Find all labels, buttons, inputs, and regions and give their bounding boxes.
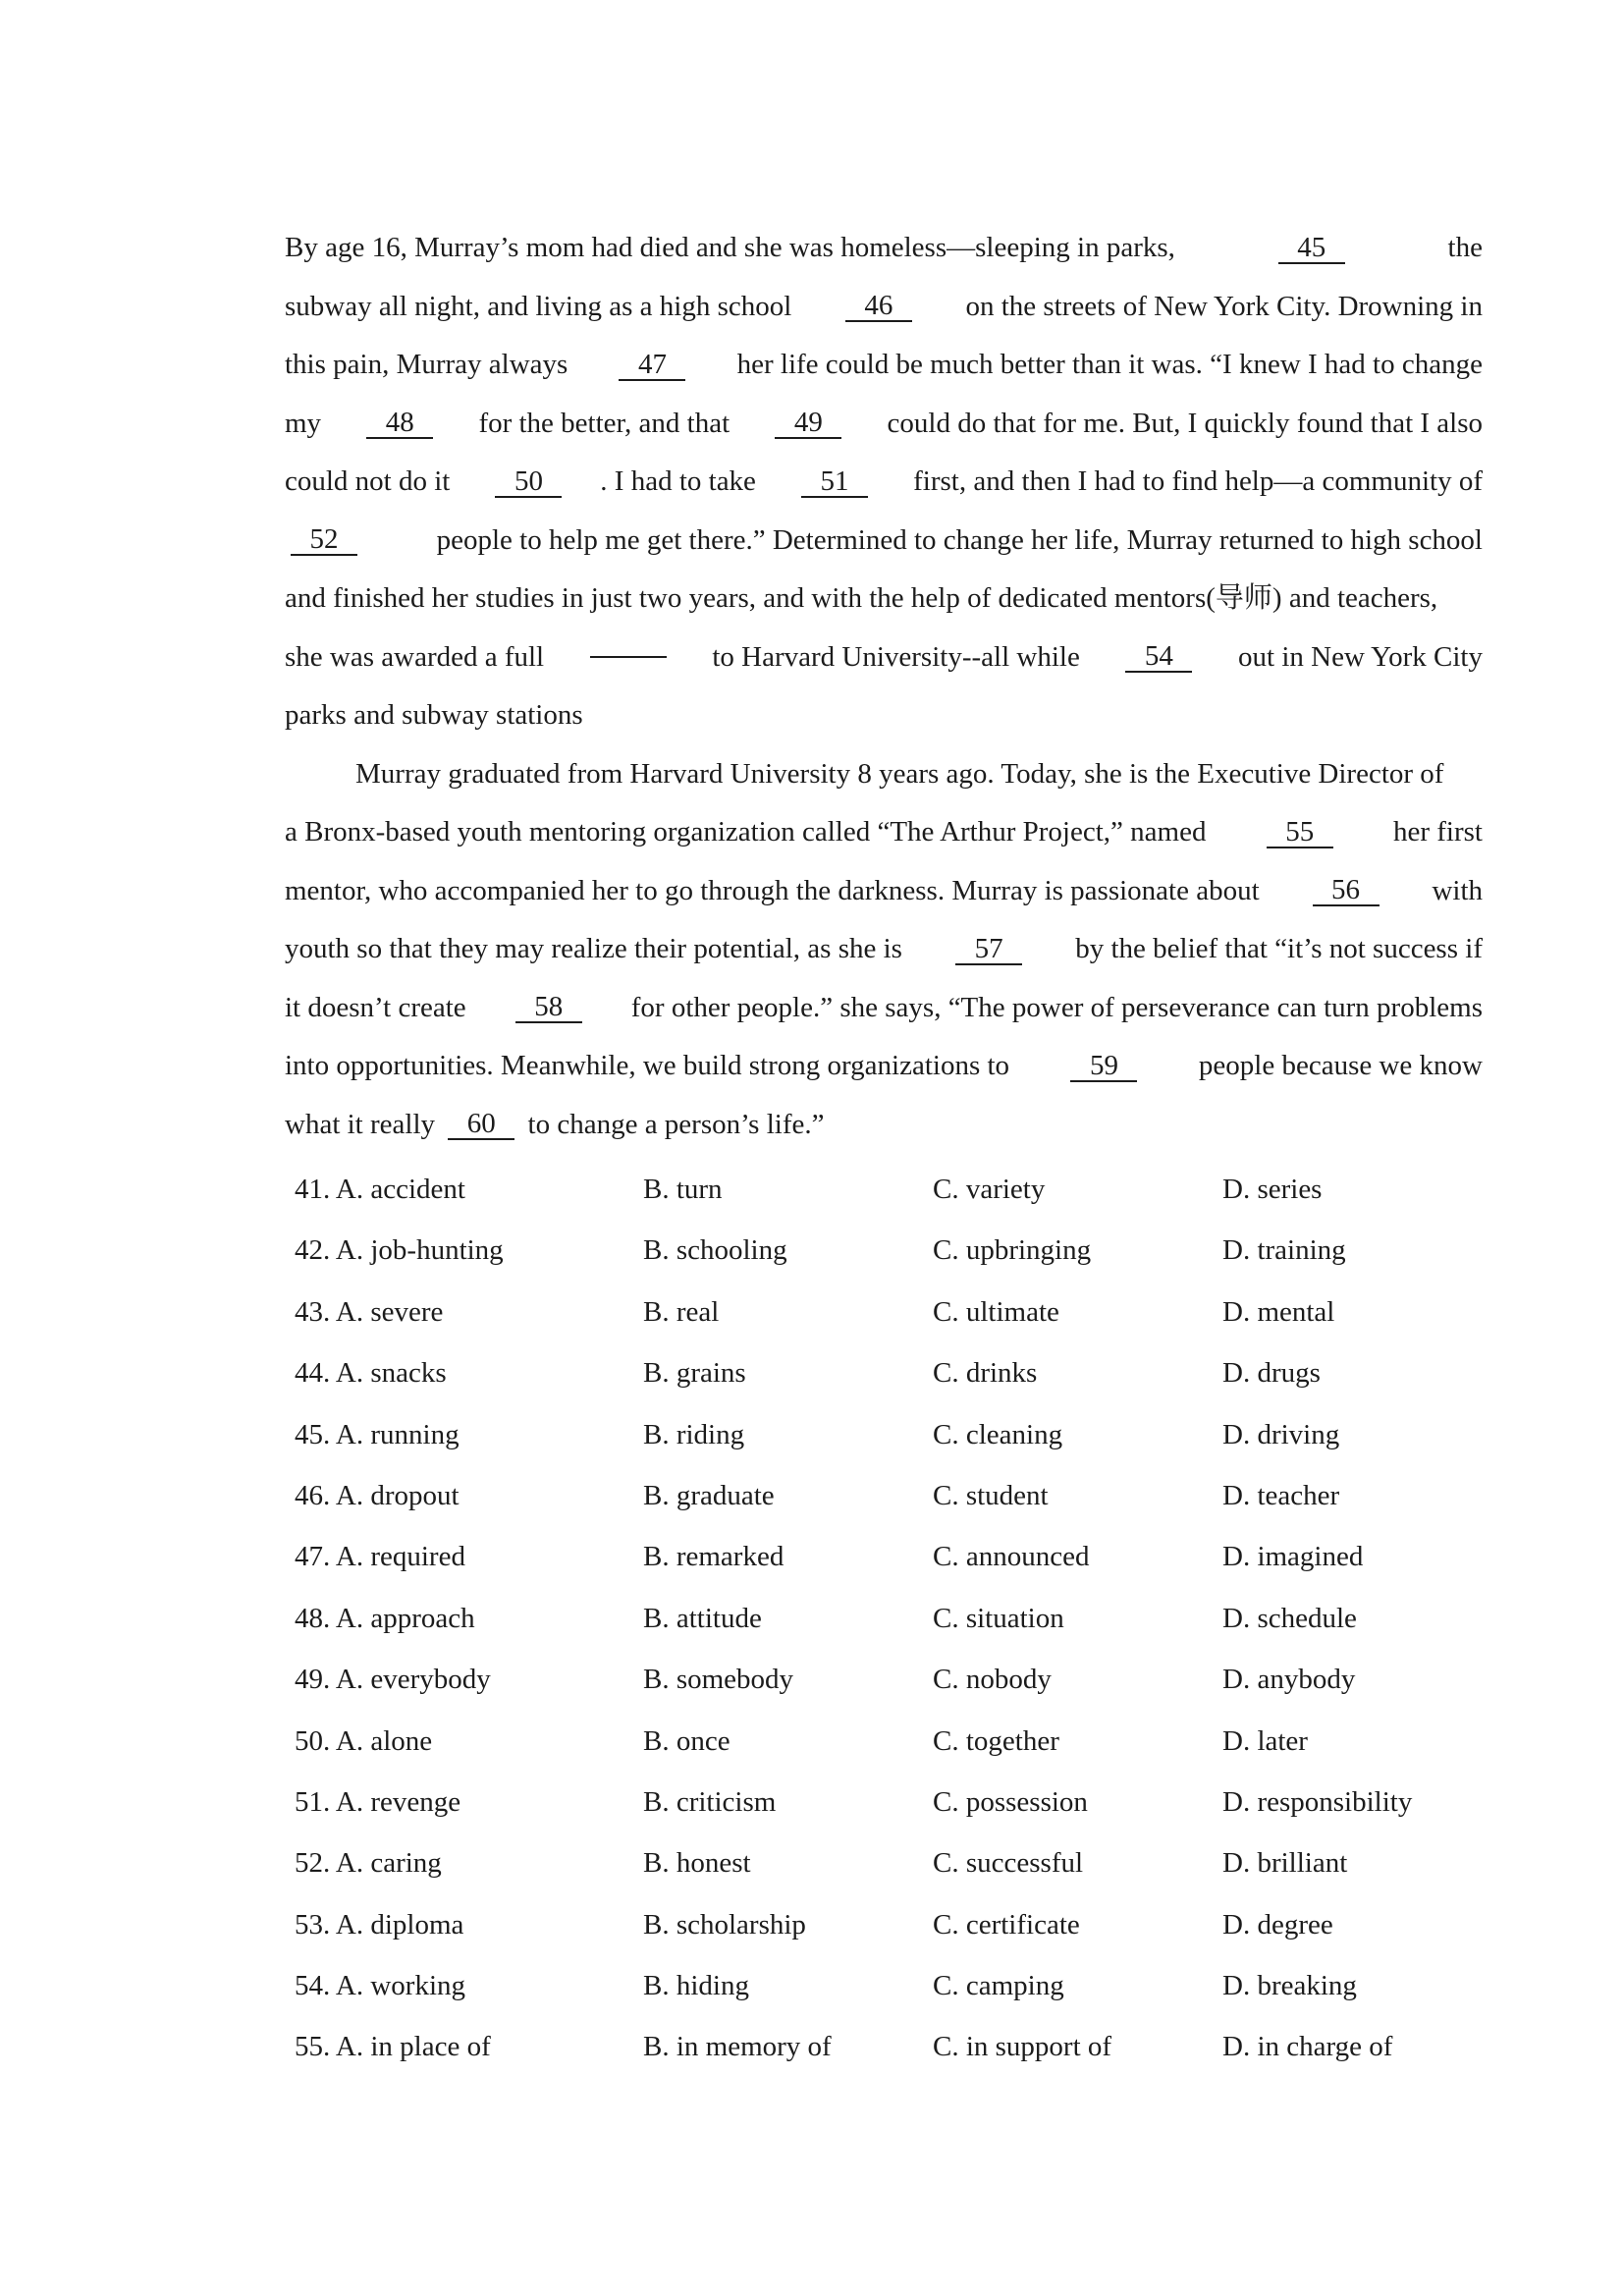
passage-line — [285, 629, 1483, 687]
option-d: D. brilliant — [1222, 1847, 1348, 1880]
option-a — [295, 1404, 643, 1465]
passage-text: to Harvard University--all while — [705, 640, 1088, 673]
passage — [285, 219, 1483, 1154]
option-b: B. grains — [643, 1357, 746, 1390]
option-d: D. anybody — [1222, 1664, 1356, 1696]
question-number: 54. — [295, 1970, 331, 2002]
option-a-text: A. required — [335, 1541, 465, 1573]
option-b: B. once — [643, 1724, 730, 1757]
passage-text: youth so that they may realize their potential, as she is — [285, 933, 910, 964]
option-d: D. responsibility — [1222, 1785, 1413, 1818]
option-row — [295, 1526, 1473, 1587]
option-a-text: A. snacks — [335, 1357, 447, 1390]
question-number: 47. — [295, 1541, 331, 1573]
passage-text: and finished her studies in just two years, and with the help of dedicated mentors(导师) and teachers, — [285, 582, 1438, 614]
passage-text: she was awarded a full — [285, 640, 552, 673]
option-c: C. in support of — [933, 2031, 1112, 2063]
option-d: D. schedule — [1222, 1602, 1357, 1634]
answer-blank: 47 — [619, 350, 685, 381]
option-row — [295, 1711, 1473, 1772]
passage-text: Murray graduated from Harvard University 8 years ago. Today, she is the Executive Director of — [355, 757, 1444, 790]
option-row — [295, 1772, 1473, 1832]
answer-blank: 54 — [1125, 641, 1192, 673]
question-number: 51. — [295, 1785, 331, 1818]
passage-text: out in New York City — [1230, 640, 1483, 673]
option-row — [295, 1832, 1473, 1893]
question-number: 55. — [295, 2031, 331, 2063]
passage-text: By age 16, Murray’s mom had died and she was homeless—sleeping in parks, — [285, 232, 1183, 263]
question-number: 45. — [295, 1418, 331, 1450]
paragraph — [285, 745, 1483, 1155]
option-a — [295, 1832, 643, 1893]
passage-line — [285, 570, 1483, 629]
passage-text: her life could be much better than it was. “I knew I had to change — [730, 349, 1483, 380]
answer-blank: 45 — [1278, 233, 1345, 264]
question-number: 52. — [295, 1847, 331, 1880]
passage-text: to change a person’s life.” — [520, 1108, 825, 1140]
option-a-text: A. dropout — [335, 1479, 460, 1511]
passage-text: her first — [1385, 816, 1483, 847]
option-row — [295, 1894, 1473, 1955]
passage-text: mentor, who accompanied her to go through the darkness. Murray is passionate about — [285, 874, 1267, 906]
option-c: C. certificate — [933, 1908, 1080, 1941]
option-d: D. teacher — [1222, 1479, 1340, 1511]
question-number: 48. — [295, 1602, 331, 1634]
answer-blank: 58 — [515, 992, 582, 1023]
option-d: D. breaking — [1222, 1970, 1357, 2002]
option-a-text: A. working — [335, 1970, 466, 2002]
option-b: B. remarked — [643, 1541, 784, 1573]
option-a — [295, 1465, 643, 1526]
passage-text: parks and subway stations — [285, 699, 583, 731]
passage-text: people to help me get there.” Determined to change her life, Murray returned to high school — [429, 523, 1483, 556]
question-number: 50. — [295, 1724, 331, 1757]
option-b: B. turn — [643, 1174, 723, 1205]
option-c: C. student — [933, 1479, 1049, 1511]
option-a — [295, 1955, 643, 2016]
option-c: C. nobody — [933, 1664, 1052, 1696]
option-row — [295, 1282, 1473, 1342]
option-c: C. cleaning — [933, 1418, 1063, 1450]
option-a-text: A. running — [335, 1418, 460, 1450]
option-row — [295, 1159, 1473, 1220]
passage-line — [285, 453, 1483, 512]
question-number: 46. — [295, 1479, 331, 1511]
passage-text: by the belief that “it’s not success if — [1067, 933, 1483, 964]
question-number: 41. — [295, 1174, 331, 1205]
option-row — [295, 1588, 1473, 1649]
option-a-text: A. caring — [335, 1847, 442, 1880]
passage-text: could not do it — [285, 465, 458, 497]
option-c: C. camping — [933, 1970, 1064, 2002]
passage-text: people because we know — [1191, 1050, 1483, 1081]
option-d: D. series — [1222, 1174, 1323, 1205]
question-number: 43. — [295, 1295, 331, 1328]
option-d: D. drugs — [1222, 1357, 1321, 1390]
option-d: D. training — [1222, 1234, 1346, 1267]
option-row — [295, 1404, 1473, 1465]
option-b: B. somebody — [643, 1664, 794, 1696]
option-a — [295, 1220, 643, 1281]
passage-line — [285, 862, 1483, 921]
passage-text: first, and then I had to find help—a community of — [905, 465, 1483, 497]
option-row — [295, 2016, 1473, 2077]
paragraph — [285, 219, 1483, 745]
option-d: D. degree — [1222, 1908, 1333, 1941]
option-a-text: A. job-hunting — [335, 1234, 504, 1267]
option-a-text: A. alone — [335, 1724, 433, 1757]
passage-line — [285, 803, 1483, 862]
passage-line — [285, 1037, 1483, 1096]
answer-blank: 52 — [291, 524, 357, 556]
answer-blank: 50 — [495, 466, 562, 498]
passage-line — [285, 745, 1483, 804]
option-b: B. criticism — [643, 1785, 777, 1818]
option-a — [295, 1588, 643, 1649]
option-a-text: A. accident — [335, 1174, 465, 1205]
option-c: C. drinks — [933, 1357, 1038, 1390]
option-b: B. graduate — [643, 1479, 775, 1511]
question-number: 44. — [295, 1357, 331, 1390]
question-number: 42. — [295, 1234, 331, 1267]
passage-line — [285, 395, 1483, 454]
passage-text: for other people.” she says, “The power of perseverance can turn problems — [623, 991, 1483, 1023]
question-number: 53. — [295, 1908, 331, 1941]
passage-text: the — [1440, 232, 1483, 263]
answer-blank: 51 — [801, 466, 868, 498]
option-d: D. mental — [1222, 1295, 1335, 1328]
passage-line — [285, 686, 1483, 745]
passage-text: on the streets of New York City. Drowning in — [958, 290, 1483, 322]
option-a-text: A. severe — [335, 1295, 444, 1328]
option-a — [295, 2016, 643, 2077]
answer-blank: 57 — [955, 934, 1022, 965]
answer-options — [295, 1159, 1473, 2078]
passage-text: my — [285, 407, 329, 439]
option-d: D. driving — [1222, 1418, 1340, 1450]
option-a-text: A. approach — [335, 1602, 475, 1634]
option-row — [295, 1342, 1473, 1403]
option-a-text: A. revenge — [335, 1785, 461, 1818]
option-row — [295, 1649, 1473, 1710]
option-a — [295, 1526, 643, 1587]
option-d: D. in charge of — [1222, 2031, 1393, 2063]
passage-line — [285, 336, 1483, 395]
option-b: B. hiding — [643, 1970, 749, 2002]
option-c: C. variety — [933, 1174, 1046, 1205]
passage-text: it doesn’t create — [285, 991, 473, 1023]
passage-line — [285, 512, 1483, 571]
option-b: B. in memory of — [643, 2031, 832, 2063]
option-c: C. announced — [933, 1541, 1090, 1573]
option-b: B. real — [643, 1295, 720, 1328]
option-c: C. possession — [933, 1785, 1088, 1818]
passage-text: a Bronx-based youth mentoring organization called “The Arthur Project,” named — [285, 816, 1214, 847]
passage-text: with — [1425, 874, 1483, 906]
option-c: C. upbringing — [933, 1234, 1092, 1267]
option-d: D. imagined — [1222, 1541, 1364, 1573]
passage-line — [285, 979, 1483, 1038]
option-a-text: A. diploma — [335, 1908, 464, 1941]
option-a — [295, 1159, 643, 1220]
answer-blank: 55 — [1267, 817, 1333, 848]
option-a — [295, 1711, 643, 1772]
passage-text: could do that for me. But, I quickly found that I also — [880, 407, 1483, 439]
answer-blank: 56 — [1313, 875, 1380, 906]
option-d: D. later — [1222, 1724, 1308, 1757]
passage-line — [285, 1096, 1483, 1155]
option-a — [295, 1342, 643, 1403]
option-c: C. situation — [933, 1602, 1064, 1634]
option-a-text: A. in place of — [335, 2031, 491, 2063]
option-c: C. ultimate — [933, 1295, 1059, 1328]
option-row — [295, 1955, 1473, 2016]
answer-blank: 48 — [366, 408, 433, 439]
passage-text: this pain, Murray always — [285, 349, 575, 380]
passage-text: subway all night, and living as a high school — [285, 290, 799, 322]
option-b: B. riding — [643, 1418, 745, 1450]
passage-text: . I had to take — [600, 465, 764, 497]
option-a-text: A. everybody — [335, 1664, 491, 1696]
option-c: C. together — [933, 1724, 1059, 1757]
option-c: C. successful — [933, 1847, 1084, 1880]
option-b: B. schooling — [643, 1234, 787, 1267]
passage-line — [285, 920, 1483, 979]
answer-blank: 46 — [845, 291, 912, 322]
passage-text: into opportunities. Meanwhile, we build strong organizations to — [285, 1050, 1017, 1081]
passage-line — [285, 278, 1483, 337]
option-a — [295, 1282, 643, 1342]
passage-line — [285, 219, 1483, 278]
option-a — [295, 1649, 643, 1710]
answer-blank: 59 — [1070, 1051, 1137, 1082]
passage-text: what it really — [285, 1108, 443, 1140]
answer-blank: 60 — [448, 1109, 514, 1140]
option-a — [295, 1894, 643, 1955]
option-b: B. honest — [643, 1847, 751, 1880]
answer-blank: 49 — [775, 408, 841, 439]
answer-blank — [590, 656, 667, 658]
option-a — [295, 1772, 643, 1832]
option-row — [295, 1220, 1473, 1281]
passage-text: for the better, and that — [471, 407, 737, 439]
question-number: 49. — [295, 1664, 331, 1696]
option-b: B. scholarship — [643, 1908, 806, 1941]
option-b: B. attitude — [643, 1602, 762, 1634]
option-row — [295, 1465, 1473, 1526]
